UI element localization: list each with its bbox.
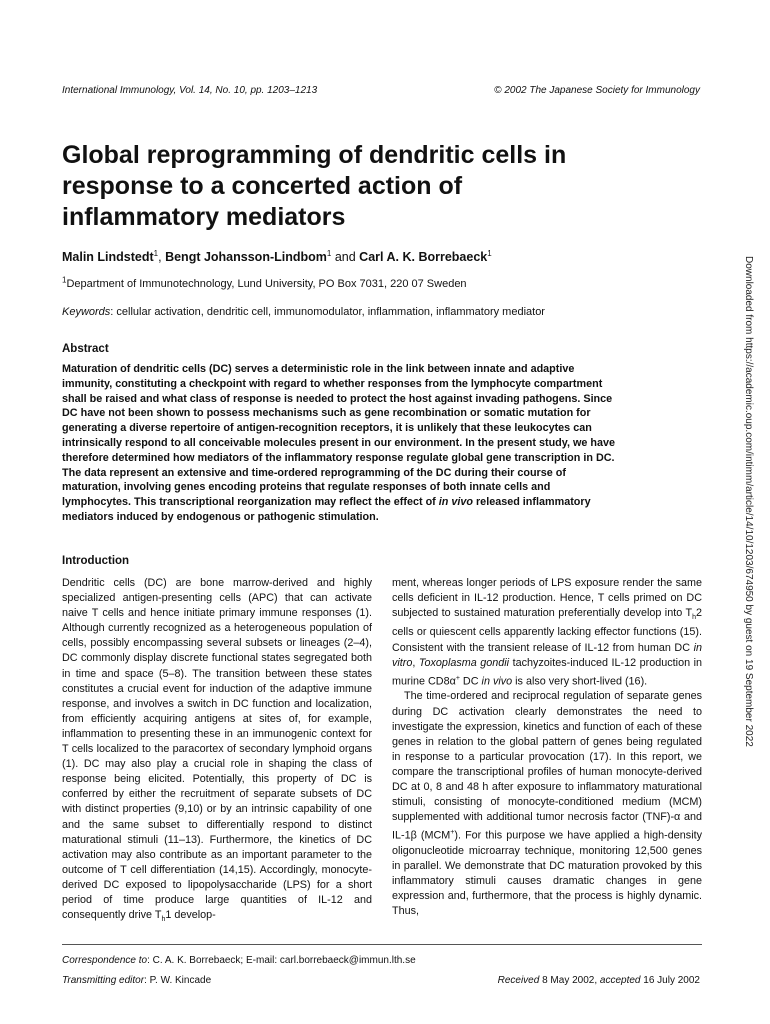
author-conjunction: and [334,250,356,264]
abstract-heading: Abstract [62,343,109,355]
author-name: Bengt Johansson-Lindbom [165,250,327,264]
paragraph: Dendritic cells (DC) are bone marrow-derived and highly specialized antigen-presenting cells (APC) that can activate naive T cells and hence initiate primary immune responses (1). Although currently recognized as a heterogeneous population of cells, possibly encompassing several subsets or lineages (2–4), DC commonly display discrete functional states segregated both in time and space (5–8). The transition between these states constitutes a crucial event for induction of the adaptive immune response, and involves a switch in DC function and localization, from efficiently acquiring antigens at sites of, for example, inflammation to presenting these in an immunogenic context for T cells localized to the paracortex of secondary lymphoid organs (1). DC may also play a crucial role in shaping the class of response being elicited. Potentially, this property of DC is conferred by either the recruitment of separate subsets of DC with distinct properties (9,10) or by an intrinsic capability of one and the same subset to differentially respond to distinct maturational stimuli (11–13). Furthermore, the kinetics of DC activation may also contribute as an important parameter to the outcome of T cell differentiation (14,15). Accordingly, monocyte-derived DC exposed to lipopolysaccharide (LPS) for a short period of time produce large quantities of IL-12 and consequently drive $T_h1$ develop- [62,577,372,924]
paragraph: The time-ordered and reciprocal regulation of separate genes during DC activation clearly demonstrates the need to investigate the expression, kinetics and function of each of these genes in relation to the global pattern of genes being regulated in response to a particular provocation (17). In this report, we compare the transcriptional profiles of human monocyte-derived DC at 0, 8 and 48 h after exposure to inflammatory maturational stimuli, consisting of monocyte-conditioned medium (MCM) supplemented with additional tumor necrosis factor (TNF)-α and IL-1β (MCM+). For this purpose we have applied a high-density oligonucleotide microarray technique, monitoring 12,500 genes in parallel. We demonstrate that DC maturation provoked by this inflammatory stimuli causes dramatic changes in gene expression and, furthermore, that the process is highly dynamic. Thus, [392,690,702,918]
download-watermark: Downloaded from https://academic.oup.com/intimm/article/14/10/1203/674950 by guest on 19 September 2022 [743,256,754,747]
abstract-text: Maturation of dendritic cells (DC) serves a deterministic role in the link between innate and adaptive immunity, constituting a checkpoint with regard to whether responses from the lymphocyte compartment shall be raised and what class of response is needed to protect the host against invading pathogens. Since DC have not been shown to possess mechanisms such as gene recombination or somatic mutation for generating a diverse repertoire of antigen-recognition receptors, it is unlikely that these leukocytes can intrinsically respond to all conceivable molecules present in our environment. In the present study, we have therefore determined how mediators of the inflammatory response regulate global gene transcription in DC. The data represent an extensive and time-ordered reprogramming of the DC during their course of maturation, involving genes encoding proteins that regulate responses of both innate cells and lymphocytes. This transcriptional reorganization may reflect the effect of in vivo released inflammatory mediators induced by endogenous or pathogenic stimulation. [62,363,615,523]
transmitting-editor: Transmitting editor: P. W. Kincade [62,975,212,986]
affil-marker: 1 [62,275,67,285]
author-affil-marker: 1 [487,248,492,258]
affil-text: Department of Immunotechnology, Lund University, PO Box 7031, 220 07 Sweden [66,278,467,290]
introduction-heading: Introduction [62,555,130,567]
received-accepted-dates: Received 8 May 2002, accepted 16 July 2002 [497,975,700,986]
body-column-right [392,576,702,919]
correspondence: Correspondence to: C. A. K. Borrebaeck; E-mail: carl.borrebaeck@immun.lth.se [62,955,416,966]
author-affil-marker: 1 [153,248,159,258]
keywords-label: Keywords [62,306,111,318]
running-header-journal: International Immunology, Vol. 14, No. 10, pp. 1203–1213 [62,85,318,96]
keywords-text: : cellular activation, dendritic cell, immunomodulator, inflammation, inflammatory mediator [110,306,545,318]
running-header-copyright: © 2002 The Japanese Society for Immunology [494,85,700,96]
author-list: Malin Lindstedt$^1$, Bengt Johansson-Lindbom$^1$ and Carl A. K. Borrebaeck$^1$ [62,248,492,264]
paragraph: ment, whereas longer periods of LPS exposure render the same cells deficient in IL-12 production. Hence, T cells primed on DC subjected to sustained maturation preferentially develop into $T_h2$ cells or quiescent cells apparently lacking effector functions (15). Consistent with the transient release of IL-12 from human DC in vitro, Toxoplasma gondii tachyzoites-induced IL-12 production in murine CD8α+ DC in vivo is also very short-lived (16). [392,577,702,688]
author-name: Carl A. K. Borrebaeck [359,250,488,264]
keywords [62,306,545,318]
article-title: Global reprogramming of dendritic cells in response to a concerted action of inflammatory mediators [62,141,567,231]
body-column-left [62,576,372,927]
author-name: Malin Lindstedt [62,250,154,264]
author-affil-marker: 1 [326,248,332,258]
affiliation [62,275,467,290]
footer-divider [62,944,702,945]
